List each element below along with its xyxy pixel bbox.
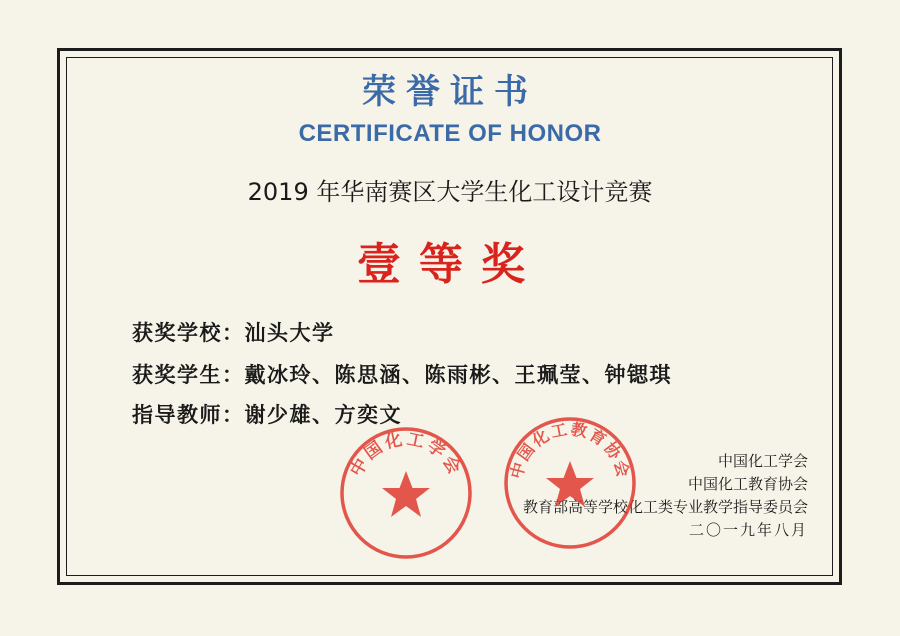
students-line (132, 359, 672, 389)
seal-left-text: 中国化工学会 (346, 429, 466, 481)
seal-left-stamp (336, 423, 476, 563)
school-label: 获奖学校： (132, 321, 245, 345)
star-icon (382, 471, 430, 517)
teachers-label: 指导教师： (132, 403, 245, 427)
issue-date: 二〇一九年八月 (688, 521, 808, 539)
certificate-title-en: CERTIFICATE OF HONOR (298, 120, 602, 147)
competition-name: 2019 年华南赛区大学生化工设计竞赛 (247, 178, 653, 206)
school-line (132, 317, 335, 347)
student-names: 戴冰玲、陈思涵、陈雨彬、王珮莹、钟锶琪 (244, 363, 672, 387)
issuer-org-3: 教育部高等学校化工类专业教学指导委员会 (522, 498, 808, 516)
school-name: 汕头大学 (244, 321, 335, 345)
seal-right-stamp (500, 413, 640, 553)
certificate-title-cn: 荣誉证书 (362, 72, 538, 112)
teacher-names: 谢少雄、方奕文 (244, 403, 402, 427)
issuer-org-2: 中国化工教育协会 (687, 475, 808, 493)
star-icon (546, 461, 594, 507)
seal-right-text: 中国化工教育协会 (506, 419, 634, 481)
issuer-org-1: 中国化工学会 (717, 452, 808, 470)
award-level: 壹等奖 (357, 239, 543, 290)
students-label: 获奖学生： (132, 363, 245, 387)
